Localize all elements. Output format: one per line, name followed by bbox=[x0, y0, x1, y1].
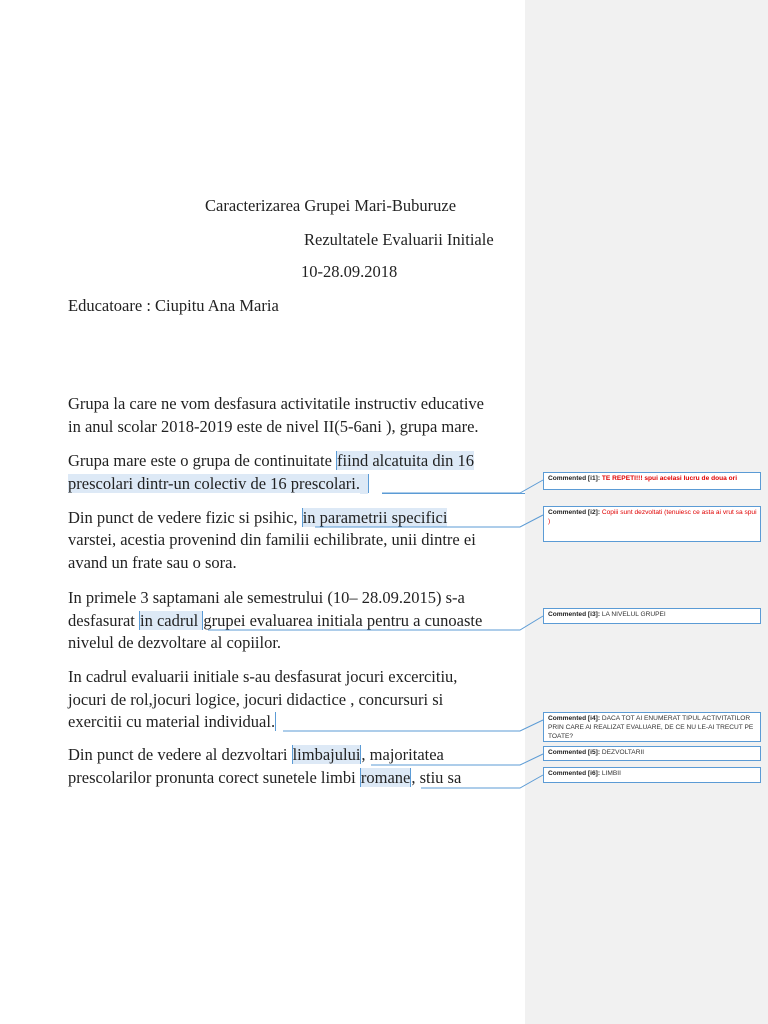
comment-label: Commented [i2]: bbox=[548, 509, 601, 516]
comment-text: Copiii sunt dezvoltati (tenuiesc ce asta ai vrut sa spui bbox=[601, 509, 757, 516]
commented-text[interactable]: fiind alcatuita din 16 bbox=[337, 451, 475, 470]
connector-i5 bbox=[371, 754, 543, 765]
comment-label: Commented [i1]: bbox=[548, 475, 601, 482]
teacher-line: Educatoare : Ciupitu Ana Maria bbox=[68, 296, 279, 315]
comment-label: Commented [i4]: bbox=[548, 715, 601, 722]
paragraph-line: nivelul de dezvoltare al copiilor. bbox=[68, 633, 282, 652]
text-run: Din punct de vedere fizic si psihic, bbox=[68, 508, 302, 527]
document-subtitle: Rezultatele Evaluarii Initiale bbox=[304, 230, 494, 249]
paragraph-line: jocuri de rol,jocuri logice, jocuri didactice , concursuri si bbox=[68, 690, 444, 709]
comment-text: LA NIVELUL GRUPEI bbox=[601, 611, 666, 618]
paragraph-line: in anul scolar 2018-2019 este de nivel II(5-6ani ), grupa mare. bbox=[68, 417, 479, 436]
text-run: exercitii cu material individual. bbox=[68, 712, 276, 731]
comment-label: Commented [i5]: bbox=[548, 749, 601, 756]
document-date: 10-28.09.2018 bbox=[301, 262, 398, 281]
paragraph-line: Grupa la care ne vom desfasura activitatile instructiv educative bbox=[68, 394, 484, 413]
comment-i6[interactable] bbox=[543, 767, 761, 783]
text-run: , stiu sa bbox=[411, 768, 462, 787]
comment-i2[interactable] bbox=[543, 506, 761, 542]
connector-i6 bbox=[421, 775, 543, 788]
comment-text: TE REPETI!!! spui acelasi lucru de doua ori bbox=[601, 475, 738, 482]
connector-i3 bbox=[208, 616, 543, 630]
paragraph-line: In primele 3 saptamani ale semestrului (10– 28.09.2015) s-a bbox=[68, 588, 465, 607]
comment-text: DEZVOLTARII bbox=[601, 749, 645, 756]
comment-i4[interactable] bbox=[543, 712, 761, 742]
commented-text[interactable]: in cadrul bbox=[140, 611, 203, 630]
comment-label: Commented [i6]: bbox=[548, 770, 601, 777]
comment-i5[interactable] bbox=[543, 746, 761, 761]
paragraph-line: avand un frate sau o sora. bbox=[68, 553, 237, 572]
commented-text[interactable]: in parametrii specifici bbox=[302, 508, 448, 527]
comment-text: DACA TOT AI ENUMERAT TIPUL ACTIVITATILOR PRIN CARE AI REALIZAT EVALUARE, DE CE NU LE-AI TRECUT PE TOATE? bbox=[548, 715, 754, 740]
paragraph-line: In cadrul evaluarii initiale s-au desfasurat jocuri excercitiu, bbox=[68, 667, 458, 686]
commented-text[interactable]: romane bbox=[360, 768, 411, 787]
comment-i1[interactable] bbox=[543, 472, 761, 490]
paragraph-line: varstei, acestia provenind din familii echilibrate, unii dintre ei bbox=[68, 530, 476, 549]
text-run: desfasurat bbox=[68, 611, 140, 630]
comment-text-cont: ) bbox=[548, 518, 551, 525]
comment-label: Commented [i3]: bbox=[548, 611, 601, 618]
connector-i2 bbox=[315, 515, 543, 527]
comment-text: LIMBII bbox=[601, 770, 621, 777]
text-run: grupei evaluarea initiala pentru a cunoaste bbox=[203, 611, 483, 630]
commented-text[interactable]: prescolari dintr-un colectiv de 16 prescolari. bbox=[68, 474, 360, 493]
text-run: , majoritatea bbox=[361, 745, 444, 764]
document-title: Caracterizarea Grupei Mari-Buburuze bbox=[205, 196, 457, 215]
text-run: prescolarilor pronunta corect sunetele limbi bbox=[68, 768, 360, 787]
text-run: Din punct de vedere al dezvoltari bbox=[68, 745, 292, 764]
commented-text[interactable]: limbajului bbox=[292, 745, 361, 764]
comment-i3[interactable] bbox=[543, 608, 761, 624]
text-run: Grupa mare este o grupa de continuitate bbox=[68, 451, 337, 470]
connector-i1 bbox=[382, 480, 543, 493]
connector-i4 bbox=[283, 720, 543, 731]
